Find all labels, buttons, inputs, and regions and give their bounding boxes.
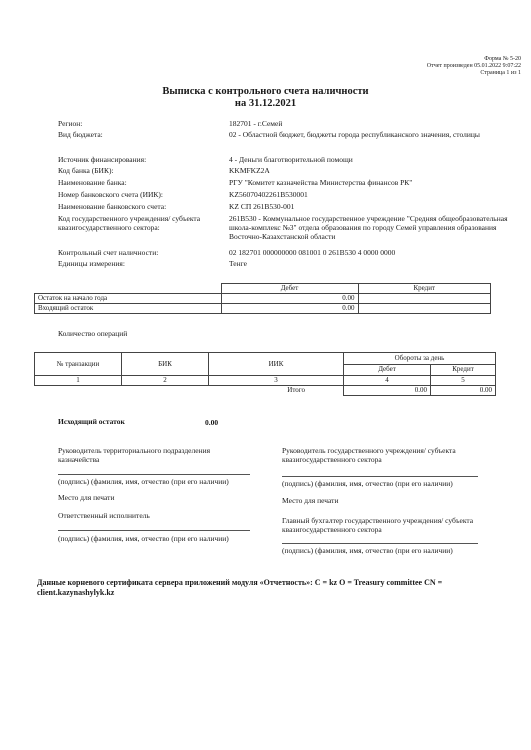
ops-col-num: 5 (431, 376, 496, 386)
signature-line (58, 530, 250, 531)
field-value-region: 182701 - г.Семей (229, 119, 283, 128)
ops-head-number: № транзакции (35, 353, 122, 376)
ops-count-label: Количество операций (58, 329, 128, 338)
field-value-units: Тенге (229, 259, 247, 268)
balance-row-debit: 0.00 (221, 294, 358, 304)
accountant-title: Главный бухгалтер государственного учреждения/ субъекта квазигосударственного сектора (282, 516, 474, 534)
page-number: Страница 1 из 1 (480, 70, 521, 76)
ops-col-num: 3 (209, 376, 344, 386)
field-value-account-name: KZ СП 261B530-001 (229, 202, 295, 211)
form-number: Форма № 5-20 (484, 56, 521, 62)
balance-row-credit (358, 304, 491, 314)
balance-head-debit: Дебет (221, 284, 358, 294)
ops-head-turnover: Обороты за день (344, 353, 496, 365)
ops-head-iik: ИИК (209, 353, 344, 376)
field-label-funding-source: Источник финансирования: (58, 155, 147, 164)
balance-row-credit (358, 294, 491, 304)
document-title: Выписка с контрольного счета наличности (162, 86, 369, 97)
field-value-budget-type: 02 - Областной бюджет, бюджеты города республиканского значения, столицы (229, 130, 480, 139)
certificate-info: Данные корневого сертификата сервера приложений модуля «Отчетность»: C = kz O = Treasury committee CN = client.kazynashylyk.kz (37, 578, 443, 597)
field-label-bank-name: Наименование банка: (58, 178, 127, 187)
field-label-budget-type: Вид бюджета: (58, 130, 103, 139)
field-value-institution-code: 261B530 - Коммунальное государственное учреждение "Средняя общеобразовательная школа-комплекс №3" отдела образования по городу Семей управления образования Восточно-Казахстанской области (229, 214, 508, 241)
closing-balance-label: Исходящий остаток (58, 417, 125, 426)
table-row (35, 294, 491, 304)
signature-caption: (подпись) (фамилия, имя, отчество (при его наличии) (282, 479, 453, 488)
field-label-bik: Код банка (БИК): (58, 166, 114, 175)
field-label-iik: Номер банковского счета (ИИК): (58, 190, 164, 199)
field-value-bank-name: РГУ "Комитет казначейства Министерства финансов РК" (229, 178, 413, 187)
ops-total-credit: 0.00 (431, 386, 496, 396)
table-row (35, 386, 496, 396)
signature-line (58, 474, 250, 475)
ops-head-debit: Дебет (344, 364, 431, 376)
operations-table (34, 352, 496, 396)
ops-col-num: 2 (122, 376, 209, 386)
table-row (35, 376, 496, 386)
stamp-place: Место для печати (58, 493, 115, 502)
executor-title: Ответственный исполнитель (58, 511, 150, 520)
field-value-funding-source: 4 - Деньги благотворительной помощи (229, 155, 353, 164)
ops-total-label: Итого (35, 386, 344, 396)
balance-row-label: Входящий остаток (35, 304, 222, 314)
left-head-title: Руководитель территориального подразделения казначейства (58, 446, 211, 464)
right-head-title: Руководитель государственного учреждения/ субъекта квазигосударственного сектора (282, 446, 456, 464)
ops-total-debit: 0.00 (344, 386, 431, 396)
field-label-units: Единицы измерения: (58, 259, 125, 268)
balance-head-credit: Кредит (358, 284, 491, 294)
field-value-iik: KZ56070402261B530001 (229, 190, 308, 199)
signature-line (282, 476, 478, 477)
balance-row-debit: 0.00 (221, 304, 358, 314)
balance-row-label: Остаток на начало года (35, 294, 222, 304)
field-label-control-account: Контрольный счет наличности: (58, 248, 159, 257)
table-row (35, 304, 491, 314)
ops-col-num: 1 (35, 376, 122, 386)
field-label-account-name: Наименование банковского счета: (58, 202, 167, 211)
signature-caption: (подпись) (фамилия, имя, отчество (при его наличии) (58, 477, 229, 486)
field-label-institution-code: Код государственного учреждения/ субъекта квазигосударственного сектора: (58, 214, 201, 232)
field-value-bik: KKMFKZ2A (229, 166, 270, 175)
closing-balance-value: 0.00 (205, 418, 219, 427)
ops-col-num: 4 (344, 376, 431, 386)
field-label-region: Регион: (58, 119, 83, 128)
field-value-control-account: 02 182701 000000000 081001 0 261B530 4 0000 0000 (229, 248, 396, 257)
signature-caption: (подпись) (фамилия, имя, отчество (при его наличии) (58, 534, 229, 543)
ops-head-credit: Кредит (431, 364, 496, 376)
signature-line (282, 543, 478, 544)
report-date: Отчет произведен 05.01.2022 9:07:22 (426, 63, 521, 69)
signature-caption: (подпись) (фамилия, имя, отчество (при его наличии) (282, 546, 453, 555)
document-date: на 31.12.2021 (234, 98, 297, 109)
balance-table (34, 283, 491, 314)
ops-head-bik: БИК (122, 353, 209, 376)
stamp-place: Место для печати (282, 496, 339, 505)
